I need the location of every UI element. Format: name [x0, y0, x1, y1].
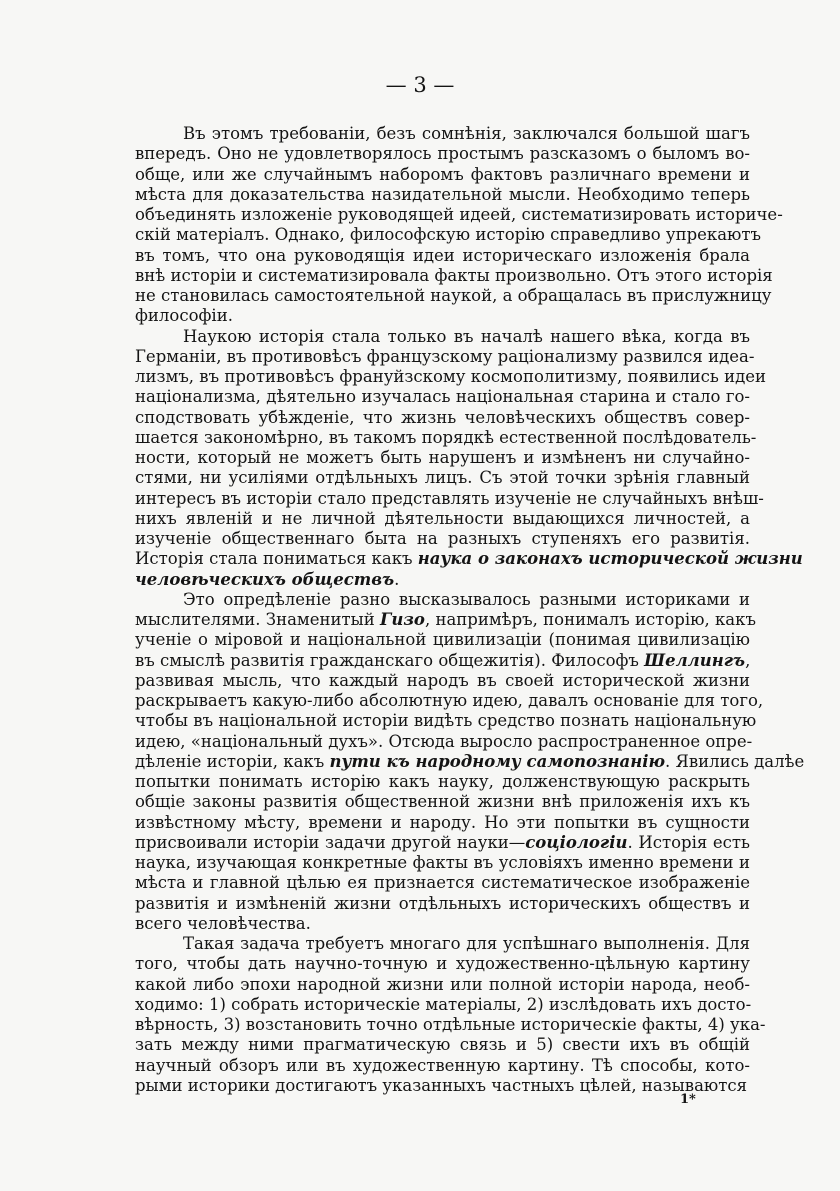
text-line: стями, ни усиліями отдѣльныхъ лицъ. Съ этой точки зрѣнія главный: [135, 468, 750, 488]
body-text: [135, 124, 805, 1096]
text-line: въ смыслѣ развитія гражданскаго общежитія). Философъ Шеллингъ,: [135, 650, 751, 670]
paragraph: [135, 326, 803, 590]
text-line: Германіи, въ противовѣсъ французскому раціонализму развился идеа-: [135, 346, 755, 366]
text-line: человѣческихъ обществъ.: [135, 569, 400, 589]
text-line: идею, «національный духъ». Отсюда выросло распространенное опре-: [135, 731, 753, 751]
text-line: философіи.: [135, 306, 233, 326]
text-line: мѣста для доказательства назидательной мысли. Необходимо теперь: [135, 184, 750, 204]
text-line: присвоивали исторіи задачи другой науки—соціологіи. Исторія есть: [135, 832, 750, 852]
text-line: извѣстному мѣсту, времени и народу. Но эти попытки въ сущности: [135, 812, 750, 832]
text-line: впередъ. Оно не удовлетворялось простымъ разсказомъ о быломъ во-: [135, 144, 750, 164]
page-number: — 3 —: [385, 73, 455, 97]
text-line: всего человѣчества.: [135, 913, 311, 933]
text-line: націонализма, дѣятельно изучалась національная старина и стало го-: [135, 387, 750, 407]
text-line: Это опредѣленіе разно высказывалось разными историками и: [183, 589, 750, 609]
text-line: раскрываетъ какую-либо абсолютную идею, давалъ основаніе для того,: [135, 691, 764, 710]
text-line: Такая задача требуетъ многаго для успѣшнаго выполненія. Для: [183, 934, 750, 953]
signature-mark: 1*: [680, 1092, 696, 1107]
text-line: ности, который не можетъ быть нарушенъ и измѣненъ ни случайно-: [135, 448, 750, 467]
paragraph: [135, 124, 783, 327]
text-line: скій матеріалъ. Однако, философскую исторію справедливо упрекаютъ: [135, 225, 762, 245]
text-line: зать между ними прагматическую связь и 5) свести ихъ въ общій: [135, 1035, 750, 1055]
paragraph: [135, 589, 805, 934]
text-line: изученіе общественнаго быта на разныхъ ступеняхъ его развитія.: [135, 529, 750, 548]
text-line: наука, изучающая конкретные факты въ условіяхъ именно времени и: [135, 853, 750, 872]
text-line: интересъ въ исторіи стало представлять изученіе не случайныхъ внѣш-: [135, 488, 764, 508]
text-line: развитія и измѣненій жизни отдѣльныхъ историческихъ обществъ и: [135, 893, 750, 913]
text-line: объединять изложеніе руководящей идеей, систематизировать историче-: [135, 205, 783, 224]
text-line: мыслителями. Знаменитый Гизо, напримѣръ, понималъ исторію, какъ: [135, 610, 756, 629]
text-line: Исторія стала пониматься какъ наука о законахъ исторической жизни: [135, 549, 803, 569]
text-line: шается закономѣрно, въ такомъ порядкѣ естественной послѣдователь-: [135, 427, 757, 447]
paragraph: [135, 934, 766, 1096]
text-line: попытки понимать исторію какъ науку, долженствующую раскрыть: [135, 772, 750, 791]
text-line: не становилась самостоятельной наукой, а обращалась въ прислужницу: [135, 286, 772, 305]
text-line: чтобы въ національной исторіи видѣть средство познать національную: [135, 711, 757, 731]
text-line: развивая мысль, что каждый народъ въ своей исторической жизни: [135, 670, 750, 690]
text-line: вѣрность, 3) возстановить точно отдѣльные историческіе факты, 4) ука-: [135, 1015, 766, 1034]
text-line: мѣста и главной цѣлью ея признается систематическое изображеніе: [135, 873, 750, 893]
text-line: внѣ исторіи и систематизировала факты произвольно. Отъ этого исторія: [135, 265, 773, 285]
text-line: того, чтобы дать научно-точную и художественно-цѣльную картину: [135, 954, 750, 974]
text-line: научный обзоръ или въ художественную картину. Тѣ способы, кото-: [135, 1055, 750, 1075]
text-line: ученіе о міровой и національной цивилизаціи (понимая цивилизацію: [135, 630, 750, 650]
text-line: ходимо: 1) собрать историческіе матеріалы, 2) изслѣдовать ихъ досто-: [135, 994, 752, 1014]
text-line: въ томъ, что она руководящія идеи историческаго изложенія брала: [135, 245, 750, 265]
text-line: нихъ явленій и не личной дѣятельности выдающихся личностей, а: [135, 508, 750, 528]
text-line: сподствовать убѣжденіе, что жизнь человѣческихъ обществъ совер-: [135, 407, 750, 427]
text-line: Въ этомъ требованіи, безъ сомнѣнія, заключался большой шагъ: [183, 124, 750, 143]
text-line: какой либо эпохи народной жизни или полной исторіи народа, необ-: [135, 974, 750, 994]
text-line: дѣленіе исторіи, какъ пути къ народному самопознанію. Явились далѣе: [135, 751, 805, 771]
text-line: общіе законы развитія общественной жизни внѣ приложенія ихъ къ: [135, 792, 750, 812]
text-line: лизмъ, въ противовѣсъ франуйзскому космополитизму, появились идеи: [135, 367, 767, 386]
text-line: обще, или же случайнымъ наборомъ фактовъ различнаго времени и: [135, 164, 750, 184]
text-line: рыми историки достигаютъ указанныхъ частныхъ цѣлей, называются: [135, 1075, 748, 1095]
text-line: Наукою исторія стала только въ началѣ нашего вѣка, когда въ: [183, 326, 750, 346]
